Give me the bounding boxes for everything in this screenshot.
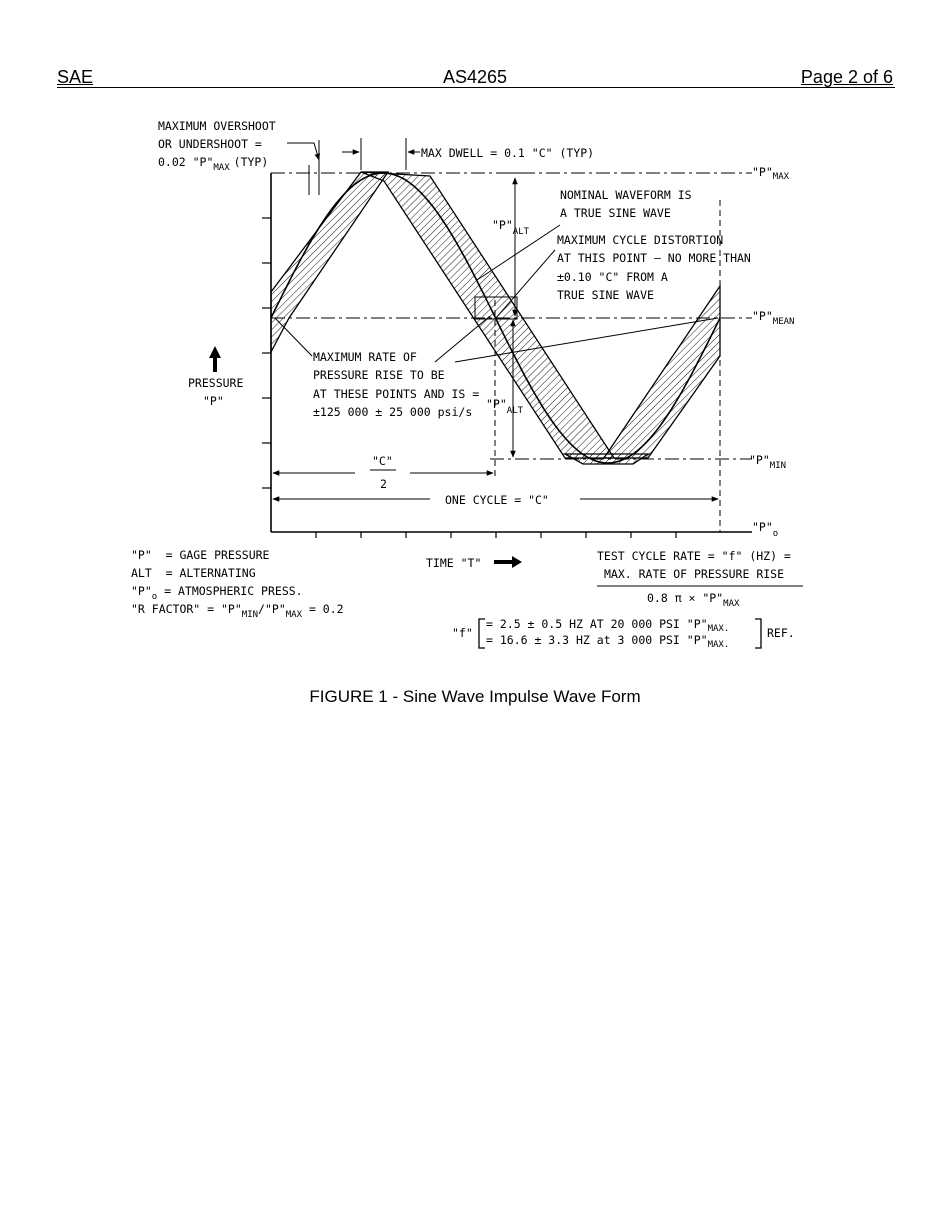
palt-upper-sub: ALT — [512, 227, 530, 237]
freq-bracket-left — [479, 619, 485, 648]
rate-formula-line1: TEST CYCLE RATE = "f" (HZ) = — [597, 549, 791, 563]
distortion-line3: ±0.10 "C" FROM A — [557, 270, 668, 284]
nominal-line2: A TRUE SINE WAVE — [560, 206, 671, 220]
palt-label-lower — [486, 397, 524, 416]
rate-line2: PRESSURE RISE TO BE — [313, 368, 445, 382]
rate-line4: ±125 000 ± 25 000 psi/s — [313, 405, 473, 419]
pmean-label — [752, 309, 794, 327]
legend-atmos-p: "P" — [131, 584, 152, 598]
distortion-leader — [496, 250, 555, 318]
pmax-sub: MAX — [772, 172, 790, 182]
freq-line2-sub: MAX. — [707, 640, 730, 650]
pmin-label — [749, 453, 786, 471]
legend-gage: "P" = GAGE PRESSURE — [131, 548, 270, 562]
pzero-label — [752, 520, 778, 539]
overshoot-line1: MAXIMUM OVERSHOOT — [158, 119, 276, 133]
rate-den-text: 0.8 π × "P" — [647, 591, 724, 605]
legend-r-sub1: MIN — [241, 610, 259, 620]
pmin-p: "P" — [749, 453, 770, 467]
legend-r-mid: /"P" — [258, 602, 286, 616]
freq-line2-text: = 16.6 ± 3.3 HZ at 3 000 PSI "P" — [486, 633, 708, 647]
one-cycle-label: ONE CYCLE = "C" — [445, 493, 549, 507]
distortion-line1: MAXIMUM CYCLE DISTORTION — [557, 233, 724, 247]
overshoot-line2: OR UNDERSHOOT = — [158, 137, 262, 151]
tolerance-band-rise — [271, 172, 388, 352]
pmax-label — [752, 165, 790, 182]
pmean-p: "P" — [752, 309, 773, 323]
half-cycle-denominator: 2 — [380, 477, 387, 491]
half-cycle-numerator: "C" — [372, 454, 393, 468]
rate-line1: MAXIMUM RATE OF — [313, 350, 417, 364]
rate-formula-numerator: MAX. RATE OF PRESSURE RISE — [604, 567, 785, 581]
rate-den-sub: MAX — [723, 599, 740, 609]
legend-atmos-text: = ATMOSPHERIC PRESS. — [157, 584, 303, 598]
nominal-line1: NOMINAL WAVEFORM IS — [560, 188, 692, 202]
freq-line1-text: = 2.5 ± 0.5 HZ AT 20 000 PSI "P" — [486, 617, 708, 631]
x-axis-title: TIME "T" — [426, 556, 482, 570]
overshoot-value: 0.02 "P" — [158, 155, 214, 169]
rate-leader-3 — [275, 318, 312, 356]
legend-r-a: "R FACTOR" = "P" — [131, 602, 242, 616]
header-document-number: AS4265 — [442, 67, 508, 87]
header-left: SAE — [57, 67, 94, 87]
overshoot-sub: MAX — [213, 163, 230, 173]
overshoot-arrow — [287, 143, 319, 160]
freq-line1-sub: MAX. — [707, 624, 730, 634]
pmean-sub: MEAN — [772, 317, 795, 327]
palt-label-upper — [492, 218, 530, 237]
legend-atmos — [131, 584, 303, 602]
rate-leader-1 — [435, 316, 490, 362]
legend-atmos-sub: o — [151, 592, 158, 602]
distortion-line4: TRUE SINE WAVE — [557, 288, 654, 302]
overshoot-line3 — [158, 155, 268, 173]
pzero-p: "P" — [752, 520, 773, 534]
figure-caption: FIGURE 1 - Sine Wave Impulse Wave Form — [309, 687, 641, 706]
freq-f: "f" — [452, 626, 473, 640]
y-axis-variable: "P" — [203, 394, 224, 408]
palt-lower-sub: ALT — [506, 406, 524, 416]
pmin-sub: MIN — [769, 461, 787, 471]
tolerance-band-rise-2 — [604, 286, 720, 458]
freq-ref: REF. — [767, 626, 795, 640]
legend-r-b: = 0.2 — [302, 602, 344, 616]
header-page-number: Page 2 of 6 — [800, 67, 893, 87]
palt-lower-p: "P" — [486, 397, 507, 411]
palt-upper-p: "P" — [492, 218, 513, 232]
pzero-sub: o — [772, 529, 779, 539]
rate-formula-denominator — [647, 591, 740, 609]
y-axis-title: PRESSURE — [188, 376, 244, 390]
rate-line3: AT THESE POINTS AND IS = — [313, 387, 480, 401]
freq-bracket-right — [755, 619, 761, 648]
time-arrow-icon — [494, 556, 522, 568]
freq-line1 — [486, 617, 729, 634]
overshoot-tail: (TYP) — [233, 155, 269, 169]
distortion-line2: AT THIS POINT — NO MORE THAN — [557, 251, 751, 265]
freq-line2 — [486, 633, 729, 650]
max-dwell-label: MAX DWELL = 0.1 "C" (TYP) — [421, 146, 595, 160]
legend-r-factor — [131, 602, 344, 620]
legend-alt: ALT = ALTERNATING — [131, 566, 256, 580]
legend-r-sub2: MAX — [285, 610, 303, 620]
pmax-p: "P" — [752, 165, 773, 179]
pressure-arrow-icon — [209, 346, 221, 372]
